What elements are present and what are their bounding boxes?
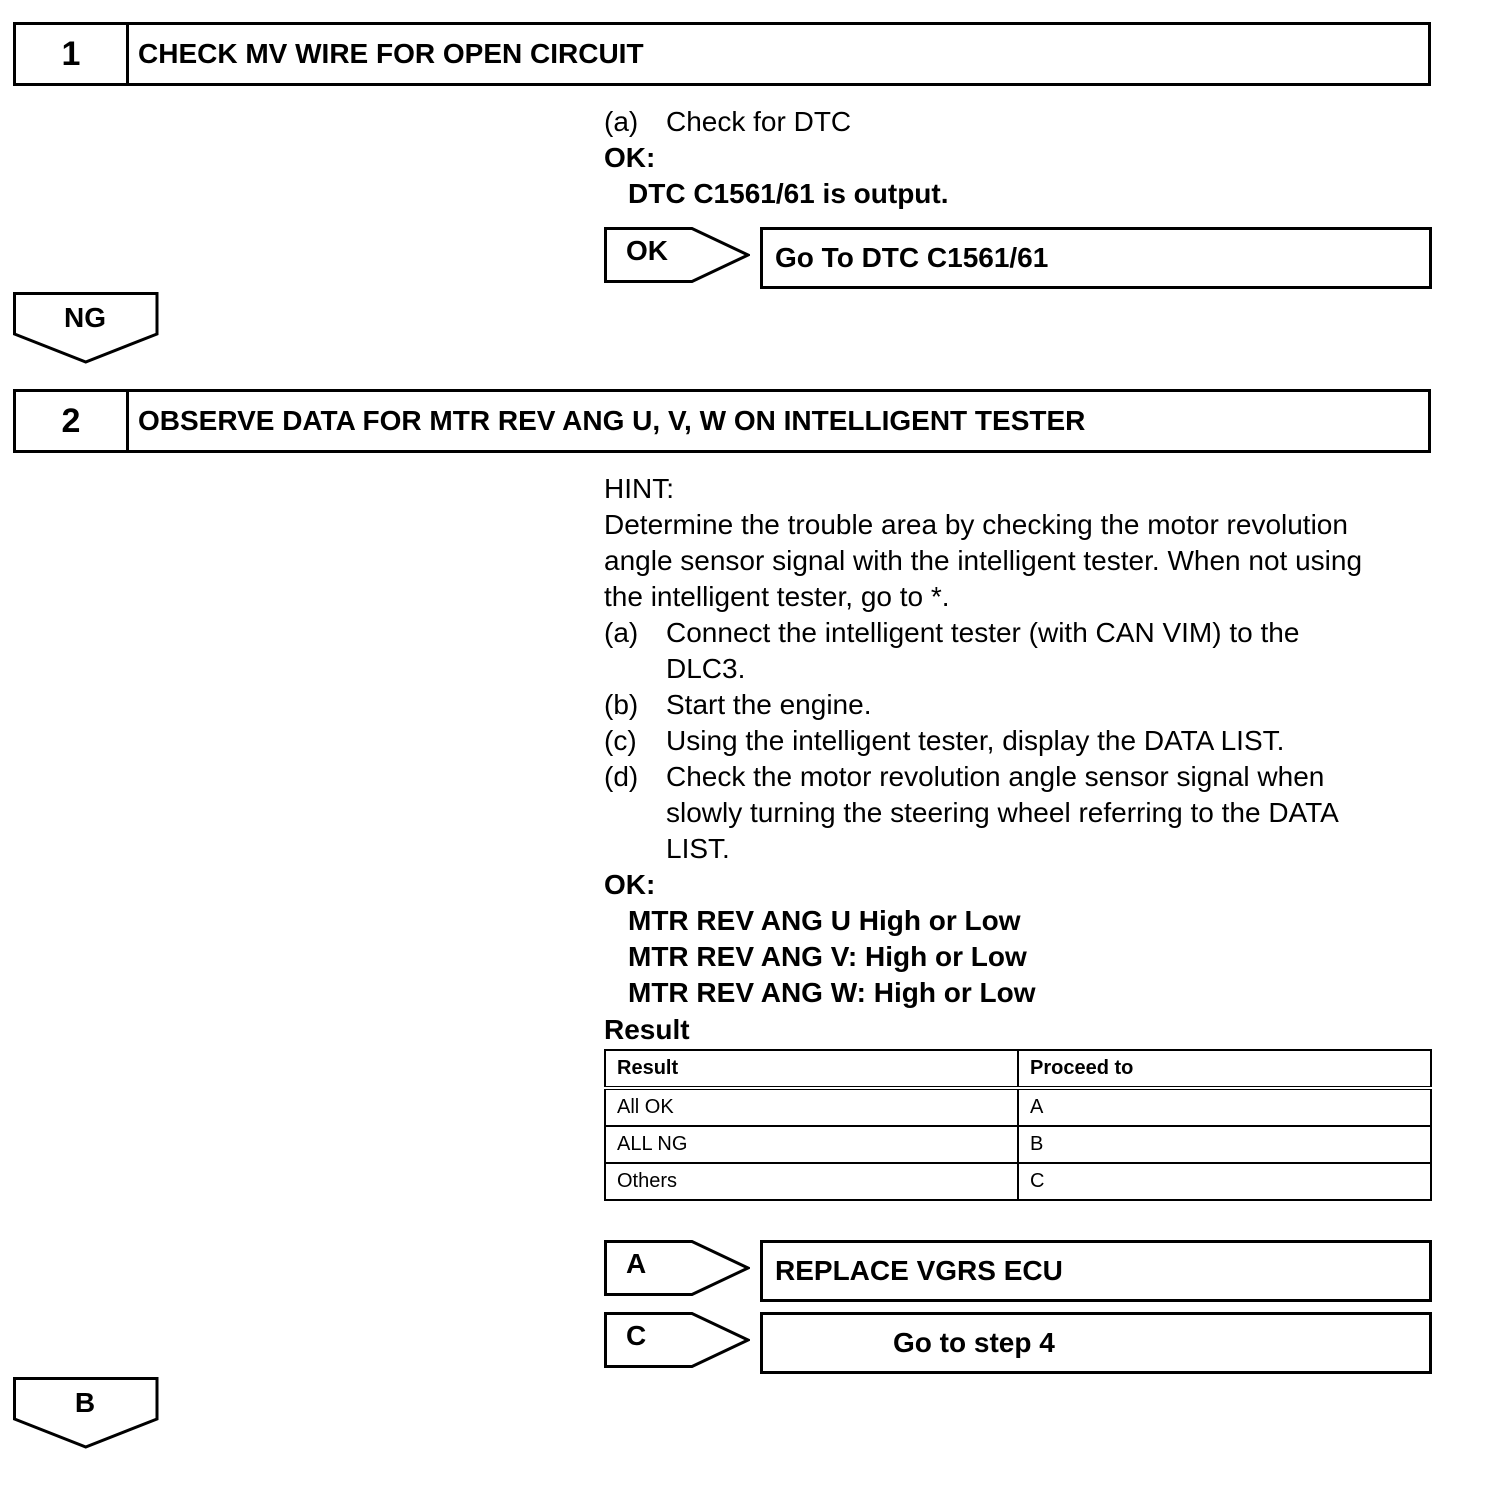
step-1-header — [13, 22, 1431, 86]
table-cell: Others — [605, 1163, 1018, 1200]
branch-c-tag — [604, 1312, 750, 1368]
ok-value: DTC C1561/61 is output. — [628, 178, 949, 209]
item-text: slowly turning the steering wheel referring to the DATA — [666, 797, 1339, 828]
table-cell: B — [1018, 1126, 1431, 1163]
table-header: Proceed to — [1018, 1050, 1431, 1088]
step-2-item-a — [604, 615, 1424, 687]
table-row — [605, 1088, 1431, 1126]
ok-value: MTR REV ANG U High or Low — [628, 905, 1021, 936]
ok-label: OK: — [604, 869, 656, 900]
branch-a-tag — [604, 1240, 750, 1296]
hint-line: angle sensor signal with the intelligent tester. When not using — [604, 545, 1363, 576]
step-2-item-d — [604, 759, 1424, 867]
branch-ok-tag — [604, 227, 750, 283]
result-heading: Result — [604, 1014, 690, 1045]
table-row — [605, 1163, 1431, 1200]
table-header-row — [605, 1050, 1431, 1088]
branch-a-result: REPLACE VGRS ECU — [760, 1240, 1432, 1302]
branch-ng-arrow — [13, 292, 159, 364]
table-header: Result — [605, 1050, 1018, 1088]
step-title: OBSERVE DATA FOR MTR REV ANG U, V, W ON INTELLIGENT TESTER — [138, 405, 1086, 436]
tag-label: OK — [626, 235, 668, 266]
step-1-item-a — [604, 104, 1404, 140]
branch-c-result: Go to step 4 — [760, 1312, 1432, 1374]
step-number: 2 — [16, 392, 129, 450]
table-cell: A — [1018, 1088, 1431, 1126]
table-cell: ALL NG — [605, 1126, 1018, 1163]
ok-value: MTR REV ANG V: High or Low — [628, 941, 1027, 972]
step-2-item-c — [604, 723, 1424, 759]
item-label: (a) — [604, 106, 639, 137]
item-label: (d) — [604, 761, 639, 792]
ok-value: MTR REV ANG W: High or Low — [628, 977, 1036, 1008]
step-number: 1 — [16, 25, 129, 83]
hint-line: the intelligent tester, go to *. — [604, 581, 950, 612]
hint-line: Determine the trouble area by checking the motor revolution — [604, 509, 1348, 540]
item-text: Start the engine. — [666, 689, 872, 720]
item-text: Connect the intelligent tester (with CAN VIM) to the — [666, 617, 1300, 648]
table-row — [605, 1126, 1431, 1163]
item-text: Check the motor revolution angle sensor signal when — [666, 761, 1325, 792]
table-cell: All OK — [605, 1088, 1018, 1126]
branch-b-arrow — [13, 1377, 159, 1449]
step-2-header — [13, 389, 1431, 453]
branch-ok-result: Go To DTC C1561/61 — [760, 227, 1432, 289]
item-label: (c) — [604, 725, 637, 756]
item-text: Using the intelligent tester, display the DATA LIST. — [666, 725, 1285, 756]
arrow-label: B — [74, 1387, 96, 1418]
item-text: LIST. — [666, 833, 730, 864]
tag-label: C — [626, 1320, 647, 1351]
step-2-item-b — [604, 687, 1424, 723]
item-text: Check for DTC — [666, 106, 852, 137]
ok-label: OK: — [604, 142, 656, 173]
arrow-label: NG — [64, 302, 106, 333]
item-label: (b) — [604, 689, 639, 720]
table-cell: C — [1018, 1163, 1431, 1200]
result-table — [604, 1049, 1432, 1201]
tag-label: A — [626, 1248, 647, 1279]
item-label: (a) — [604, 617, 639, 648]
item-text: DLC3. — [666, 653, 746, 684]
hint-label: HINT: — [604, 473, 674, 504]
step-title: CHECK MV WIRE FOR OPEN CIRCUIT — [138, 38, 644, 69]
